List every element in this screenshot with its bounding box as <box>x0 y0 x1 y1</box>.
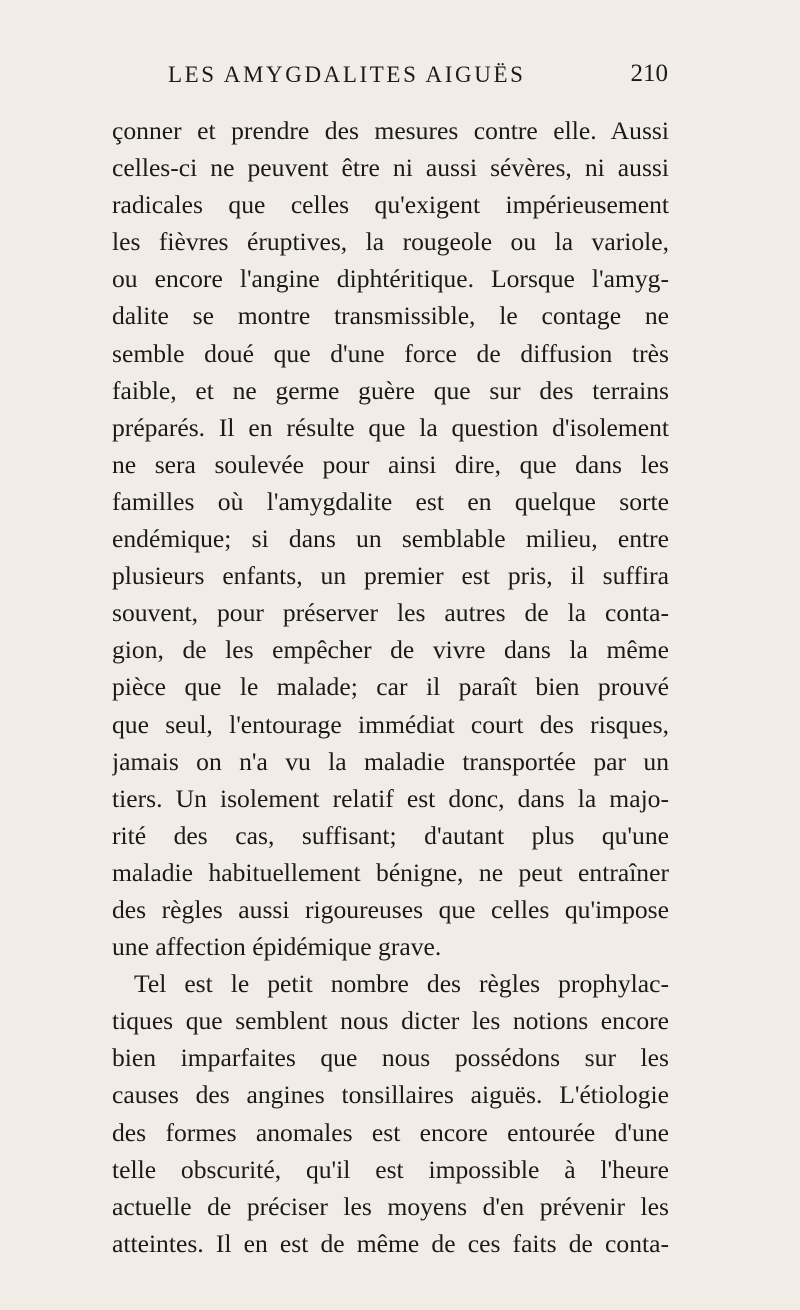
text-line: les fièvres éruptives, la rougeole ou la variole, <box>112 227 669 257</box>
text-line: des règles aussi rigoureuses que celles qu'impose <box>112 894 669 924</box>
running-head <box>168 62 668 102</box>
text-line: dalite se montre transmissible, le contage ne <box>112 301 669 331</box>
text-line: celles-ci ne peuvent être ni aussi sévères, ni aussi <box>112 153 669 183</box>
text-line: maladie habituellement bénigne, ne peut entraîner <box>112 857 669 887</box>
text-line: préparés. Il en résulte que la question d'isolement <box>112 412 669 442</box>
text-line: tiques que semblent nous dicter les notions encore <box>112 1006 669 1036</box>
text-line: ou encore l'angine diphtéritique. Lorsque l'amyg- <box>112 264 669 294</box>
paragraph-end-line: une affection épidémique grave. <box>112 932 442 962</box>
text-line: semble doué que d'une force de diffusion très <box>112 338 669 368</box>
body-text <box>112 112 669 1262</box>
text-line: ne sera soulevée pour ainsi dire, que dans les <box>112 449 669 479</box>
text-line: causes des angines tonsillaires aiguës. L'étiologie <box>112 1080 669 1110</box>
text-line: endémique; si dans un semblable milieu, entre <box>112 524 669 554</box>
text-line: que seul, l'entourage immédiat court des risques, <box>112 709 669 739</box>
text-line: plusieurs enfants, un premier est pris, il suffira <box>112 561 669 591</box>
text-line: çonner et prendre des mesures contre elle. Aussi <box>112 116 669 145</box>
text-line: radicales que celles qu'exigent impérieusement <box>112 190 669 220</box>
text-line: pièce que le malade; car il paraît bien prouvé <box>112 672 669 702</box>
text-line: faible, et ne germe guère que sur des terrains <box>112 375 669 405</box>
text-line: atteintes. Il en est de même de ces faits de conta- <box>112 1228 669 1258</box>
text-line: souvent, pour préserver les autres de la conta- <box>112 598 669 628</box>
paragraph-start-line: Tel est le petit nombre des règles prophylac- <box>134 969 669 999</box>
page-number: 210 <box>630 60 668 87</box>
text-line: familles où l'amygdalite est en quelque sorte <box>112 486 669 516</box>
text-line: telle obscurité, qu'il est impossible à l'heure <box>112 1154 669 1184</box>
text-line: des formes anomales est encore entourée d'une <box>112 1117 669 1147</box>
text-line: jamais on n'a vu la maladie transportée par un <box>112 746 669 776</box>
running-title: LES AMYGDALITES AIGUËS <box>168 62 526 87</box>
text-line: tiers. Un isolement relatif est donc, dans la majo- <box>112 783 669 813</box>
text-line: gion, de les empêcher de vivre dans la même <box>112 635 669 665</box>
text-line: bien imparfaites que nous possédons sur les <box>112 1043 669 1073</box>
text-line: actuelle de préciser les moyens d'en prévenir les <box>112 1191 669 1221</box>
text-line: rité des cas, suffisant; d'autant plus qu'une <box>112 820 669 850</box>
